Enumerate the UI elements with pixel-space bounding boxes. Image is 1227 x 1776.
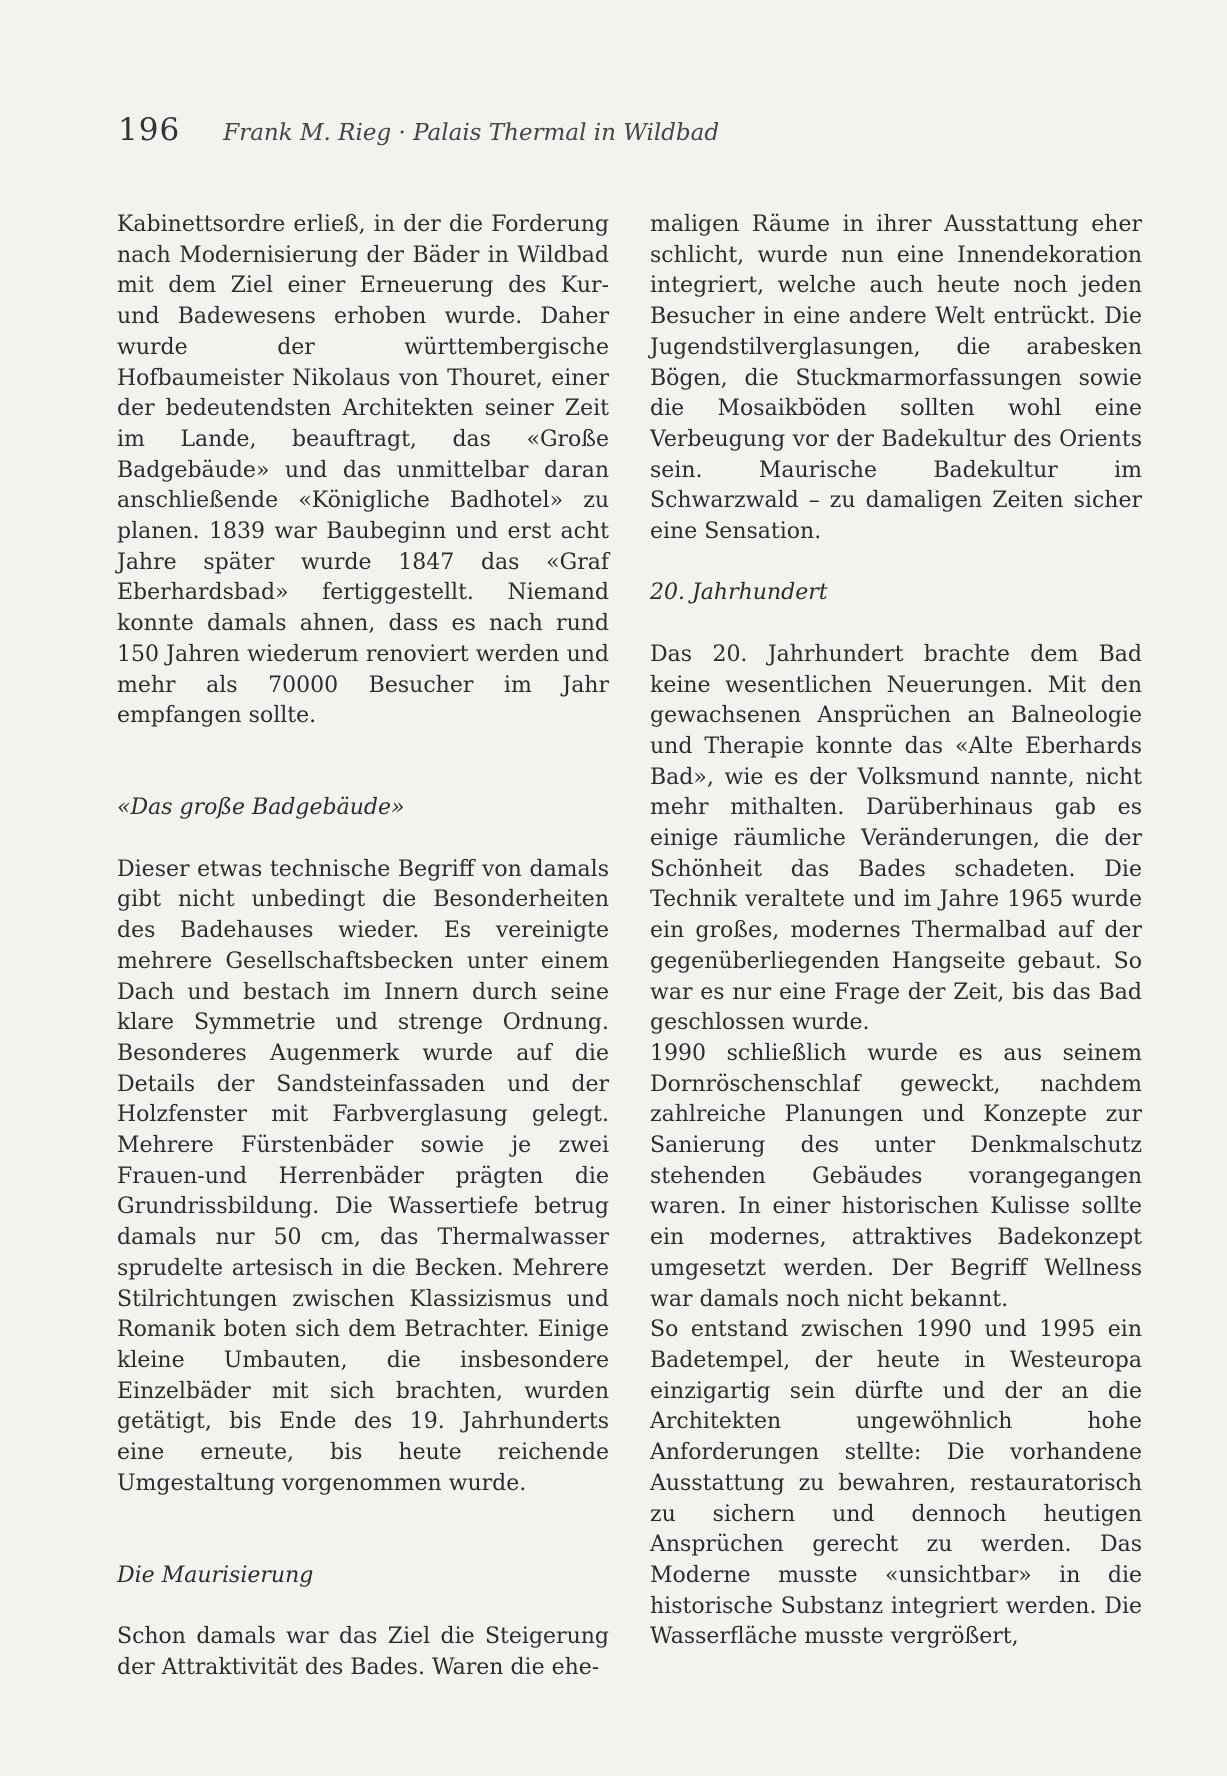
section-heading-badgebaeude: «Das große Badgebäude»	[117, 795, 405, 821]
page-number: 196	[118, 112, 181, 148]
right-column	[650, 210, 1142, 1653]
paragraph-jahrhundert-3: So entstand zwischen 1990 und 1995 ein Badetempel, der heute in Westeuropa einzigartig sein dürfte und der an die Architekten ungewöhnlich hohe Anforderungen stellte: Die vorhandene Ausstattung zu bewahren, restauratorisch zu sichern und dennoch heutigen Ansprüchen gerecht zu werden. Das Moderne musste «unsichtbar» in die historische Substanz integriert werden. Die Wasserfläche musste vergrößert,	[650, 1317, 1142, 1650]
left-column	[117, 210, 609, 1684]
paragraph-jahrhundert-1: Das 20. Jahrhundert brachte dem Bad keine wesentlichen Neuerungen. Mit den gewachsenen Ansprüchen an Balneologie und Therapie konnte das «Alte Eberhards Bad», wie es der Volksmund nannte, nicht mehr mithalten. Darüberhinaus gab es einige räumliche Veränderungen, die der Schönheit das Bades schadeten. Die Technik veraltete und im Jahre 1965 wurde ein großes, modernes Thermalbad auf der gegenüberliegenden Hangseite gebaut. So war es nur eine Frage der Zeit, bis das Bad geschlossen wurde.	[650, 641, 1142, 1036]
section-heading-20-jahrhundert: 20. Jahrhundert	[650, 580, 828, 606]
paragraph-maurisierung-start: Schon damals war das Ziel die Steigerung der Attraktivität des Bades. Waren die ehe-	[117, 1624, 609, 1680]
page-header	[118, 112, 719, 152]
running-title: Frank M. Rieg · Palais Thermal in Wildbad	[223, 120, 720, 146]
paragraph-jahrhundert-2: 1990 schließlich wurde es aus seinem Dornröschenschlaf geweckt, nachdem zahlreiche Planungen und Konzepte zur Sanierung des unter Denkmalschutz stehenden Gebäudes vorangegangen waren. In einer historischen Kulisse sollte ein modernes, attraktives Badekonzept umgesetzt werden. Der Begriff Wellness war damals noch nicht bekannt.	[650, 1040, 1142, 1312]
paragraph-badgebaeude: Dieser etwas technische Begriff von damals gibt nicht unbedingt die Besonderheiten des Badehauses wieder. Es vereinigte mehrere Gesellschaftsbecken unter einem Dach und bestach im Innern durch seine klare Symmetrie und strenge Ordnung. Besonderes Augenmerk wurde auf die Details der Sandsteinfassaden und der Holzfenster mit Farbverglasung gelegt. Mehrere Fürstenbäder sowie je zwei Frauen-und Herrenbäder prägten die Grundrissbildung. Die Wassertiefe betrug damals nur 50 cm, das Thermalwasser sprudelte artesisch in die Becken. Mehrere Stilrichtungen zwischen Klassizismus und Romanik boten sich dem Betrachter. Einige kleine Umbauten, die insbesondere Einzelbäder mit sich brachten, wurden getätigt, bis Ende des 19. Jahrhunderts eine erneute, bis heute reichende Umgestaltung vorgenommen wurde.	[117, 856, 609, 1496]
section-heading-maurisierung: Die Maurisierung	[117, 1562, 314, 1588]
paragraph-maurisierung-continued: maligen Räume in ihrer Ausstattung eher schlicht, wurde nun eine Innendekoration integriert, welche auch heute noch jeden Besucher in eine andere Welt entrückt. Die Jugendstilverglasungen, die arabesken Bögen, die Stuckmarmorfassungen sowie die Mosaikböden sollten wohl eine Verbeugung vor der Badekultur des Orients sein. Maurische Badekultur im Schwarzwald – zu damaligen Zeiten sicher eine Sensation.	[650, 212, 1142, 545]
paragraph-intro: Kabinettsordre erließ, in der die Forderung nach Modernisierung der Bäder in Wildbad mit dem Ziel einer Erneuerung des Kur- und Badewesens erhoben wurde. Daher wurde der württembergische Hofbaumeister Nikolaus von Thouret, einer der bedeutendsten Architekten seiner Zeit im Lande, beauftragt, das «Große Badgebäude» und das unmittelbar daran anschließende «Königliche Badhotel» zu planen. 1839 war Baubeginn und erst acht Jahre später wurde 1847 das «Graf Eberhardsbad» fertiggestellt. Niemand konnte damals ahnen, dass es nach rund 150 Jahren wiederum renoviert werden und mehr als 70000 Besucher im Jahr empfangen sollte.	[117, 212, 609, 729]
